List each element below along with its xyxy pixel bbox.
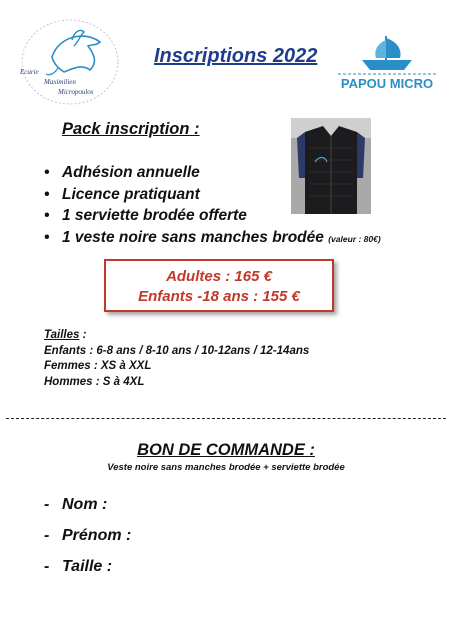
sizes-title-suffix: :: [79, 329, 87, 341]
list-item: [44, 227, 381, 251]
logo-text-line-3: Micropoulos: [58, 88, 94, 96]
field-dash: -: [44, 527, 50, 544]
papou-micro-logo: [332, 30, 442, 92]
field-label: Taille :: [62, 558, 113, 575]
field-dash: -: [44, 558, 50, 575]
field-prenom: [44, 527, 131, 545]
field-label: Prénom :: [62, 527, 132, 544]
price-box: [104, 259, 334, 312]
order-form-subtitle: Veste noire sans manches brodée + serviette brodée: [107, 462, 345, 473]
field-label: Nom :: [62, 496, 108, 513]
page-title: Inscriptions 2022: [154, 45, 318, 67]
horse-rider-icon: [14, 12, 126, 112]
bullet: •: [44, 185, 50, 203]
field-dash: -: [44, 496, 50, 513]
cut-line: [6, 418, 446, 419]
sizes-children: Enfants : 6-8 ans / 8-10 ans / 10-12ans / 12-14ans: [44, 344, 310, 357]
boat-icon: [332, 30, 442, 92]
sizes-section: [44, 328, 309, 390]
bullet: •: [44, 207, 50, 224]
field-nom: [44, 496, 107, 514]
logo-text-line-2: Maximilien: [44, 78, 76, 86]
list-item: [44, 162, 381, 184]
pack-title: Pack inscription :: [62, 120, 200, 138]
bullet: •: [44, 164, 50, 181]
sizes-men: Hommes : S à 4XL: [44, 375, 145, 388]
adult-price: Adultes : 165 €: [166, 268, 272, 285]
ecurie-logo: [14, 12, 126, 112]
pack-list: [44, 162, 381, 250]
bullet: •: [44, 228, 50, 246]
item-note: (valeur : 80€): [328, 233, 381, 244]
field-taille: [44, 558, 112, 576]
logo-text-line-1: Ecurie: [20, 68, 39, 76]
logo-text: PAPOU MICRO: [340, 76, 434, 91]
sizes-women: Femmes : XS à XXL: [44, 360, 152, 372]
item-text: 1 veste noire sans manches brodée: [62, 228, 324, 246]
item-text: Adhésion annuelle: [62, 164, 200, 181]
sizes-title: Tailles: [44, 329, 80, 341]
order-form-title: BON DE COMMANDE :: [137, 441, 315, 459]
child-price: Enfants -18 ans : 155 €: [138, 287, 300, 305]
item-text: Licence pratiquant: [62, 185, 200, 203]
list-item: [44, 205, 381, 227]
item-text: 1 serviette brodée offerte: [62, 207, 247, 224]
list-item: [44, 184, 381, 206]
